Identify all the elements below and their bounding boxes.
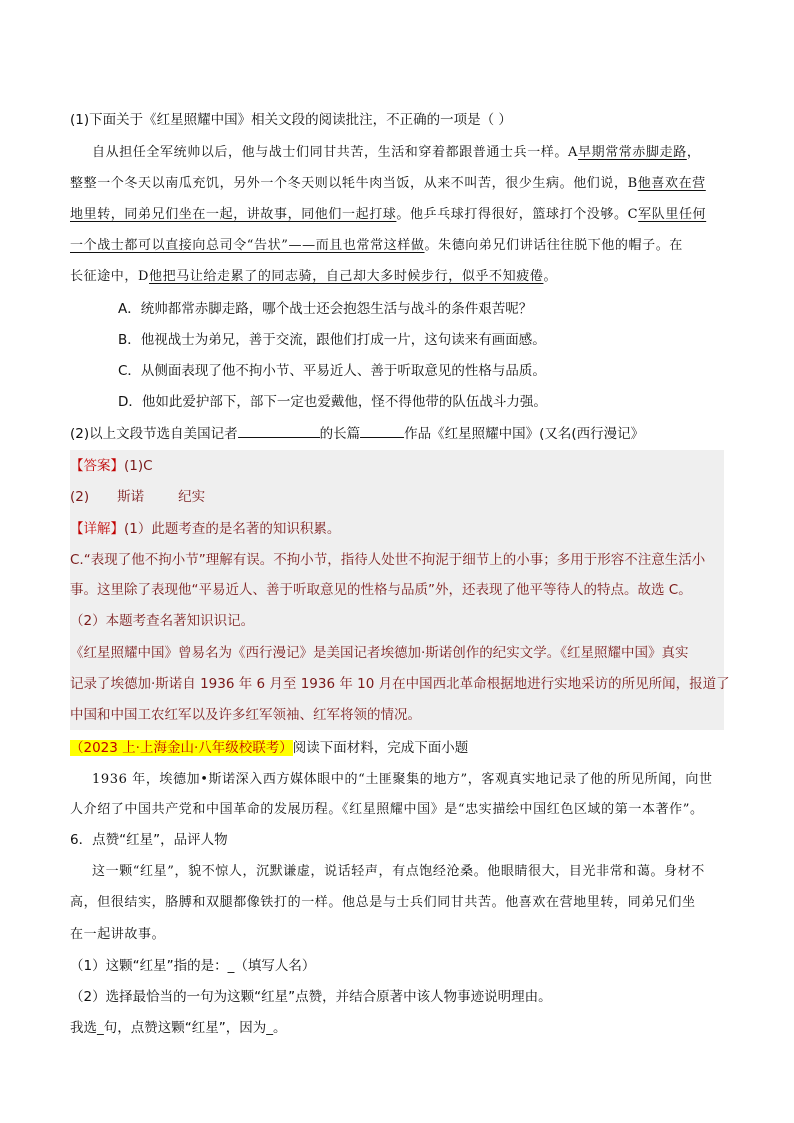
source-badge: （2023 上·上海金山·八年级校联考） [70, 740, 293, 756]
annotated-phrase-b: 地里转，同弟兄们坐在一起，讲故事，同他们一起打球 [70, 207, 397, 222]
answer-blank[interactable] [238, 423, 320, 438]
option-c: C．从侧面表现了他不拘小节、平易近人、善于听取意见的性格与品质。 [118, 363, 546, 379]
detail-line-6: 记录了埃德加·斯诺自 1936 年 6 月至 1936 年 10 月在中国西北革命根据地进行实地采访的所见所闻，报道了 [70, 676, 730, 692]
option-b: B．他视战士为弟兄，善于交流，跟他们打成一片，这句读来有画面感。 [118, 332, 546, 348]
section-instruction: 阅读下面材料，完成下面小题 [292, 740, 469, 756]
answer-line [70, 456, 153, 476]
detail-line-4: （2）本题考查名著知识识记。 [70, 613, 255, 629]
passage-text: ， [686, 145, 701, 160]
q6-answer-template: 我选_句，点赞这颗“红星”，因为_。 [70, 1020, 287, 1036]
detail-line-3: 事。这里除了表现他“平易近人、善于听取意见的性格与品质”外，还表现了他平等待人的特点。故选 C。 [70, 582, 692, 598]
option-d: D．他如此爱护部下，部下一定也爱戴他，怪不得他带的队伍战斗力强。 [118, 394, 547, 410]
q6-passage-line-1: 这一颗“红星”，貌不惊人，沉默谦虚，说话轻声，有点饱经沧桑。他眼睛很大，目光非常和蔼。身材不 [92, 864, 705, 879]
passage-text: 整整一个冬天以南瓜充饥，另外一个冬天则以牦牛肉当饭，从来不叫苦，很少生病。他们说，B [70, 176, 638, 191]
q6-passage-line-2: 高，但很结实，胳膊和双腿都像铁打的一样。他总是与士兵们同甘共苦。他喜欢在营地里转，同弟兄们坐 [70, 895, 696, 910]
detail-line-2: C.“表现了他不拘小节”理解有误。不拘小节，指待人处世不拘泥于细节上的小事；多用于形容不注意生活小 [70, 552, 706, 568]
passage-line-1 [92, 143, 700, 163]
passage-line-2 [70, 174, 706, 194]
q6-passage-line-3: 在一起讲故事。 [70, 927, 166, 942]
question-2-text: (2)以上文段节选自美国记者 [70, 426, 238, 442]
annotated-phrase-b: 他喜欢在营 [637, 176, 706, 191]
intro-line-2: 人介绍了中国共产党和中国革命的发展历程。《红星照耀中国》是“忠实描绘中国红色区域的第一本著作”。 [70, 802, 704, 817]
answer-2-value-2: 纪实 [178, 489, 206, 505]
answer-blank[interactable] [360, 423, 404, 438]
passage-text: 。他乒乓球打得很好，篮球打个没够。C [396, 207, 639, 222]
question-2 [70, 423, 644, 444]
annotated-phrase-d: 他把马让给走累了的同志骑，自己却大多时候步行，似乎不知疲倦 [149, 269, 544, 284]
question-1-stem: (1)下面关于《红星照耀中国》相关文段的阅读批注，不正确的一项是（ ） [70, 112, 512, 128]
annotated-phrase-a: 早期常常赤脚走路 [578, 145, 687, 160]
answer-2-value-1: 斯诺 [117, 489, 145, 505]
q6-subquestion-2: （2）选择最恰当的一句为这颗“红星”点赞，并结合原著中该人物事迹说明理由。 [70, 989, 552, 1005]
question-6-title: 6．点赞“红星”，品评人物 [70, 832, 228, 848]
passage-text: 长征途中，D [70, 269, 150, 284]
detail-line-1 [70, 519, 340, 539]
annotated-phrase-c: 一个战士都可以直接向总司令“告状”——而且也常常这样做 [70, 238, 425, 253]
passage-line-5 [70, 267, 557, 287]
q6-subquestion-1: （1）这颗“红星”指的是：_（填写人名） [70, 958, 316, 974]
passage-line-3 [70, 205, 706, 225]
answer-1: (1)C [124, 458, 153, 474]
passage-text: 。 [543, 269, 558, 284]
question-2-text: 作品《红星照耀中国》(又名(西行漫记》 [404, 426, 645, 442]
question-2-text: 的长篇 [319, 426, 361, 442]
detail-text: (1）此题考查的是名著的知识积累。 [124, 521, 341, 537]
answer-2-number: (2) [70, 489, 90, 505]
answer-2 [70, 487, 205, 507]
passage-text: 自从担任全军统帅以后，他与战士们同甘共苦，生活和穿着都跟普通士兵一样。A [92, 145, 578, 160]
passage-line-4 [70, 236, 683, 256]
detail-line-5: 《红星照耀中国》曾易名为《西行漫记》是美国记者埃德加·斯诺创作的纪实文学。《红星照耀中国》真实 [70, 645, 689, 661]
section-header [70, 738, 468, 758]
intro-line-1: 1936 年，埃德加•斯诺深入西方媒体眼中的“土匪聚集的地方”，客观真实地记录了他的所见所闻，向世 [92, 772, 713, 787]
annotated-phrase-c: 军队里任何 [638, 207, 707, 222]
option-a: A．统帅都常赤脚走路，哪个战士还会抱怨生活与战斗的条件艰苦呢？ [118, 301, 533, 317]
detail-line-7: 中国和中国工农红军以及许多红军领袖、红军将领的情况。 [70, 707, 421, 723]
passage-text: 。朱德向弟兄们讲话往往脱下他的帽子。在 [424, 238, 683, 253]
detail-tag: 【详解】 [70, 521, 124, 537]
answer-tag: 【答案】 [70, 458, 124, 474]
